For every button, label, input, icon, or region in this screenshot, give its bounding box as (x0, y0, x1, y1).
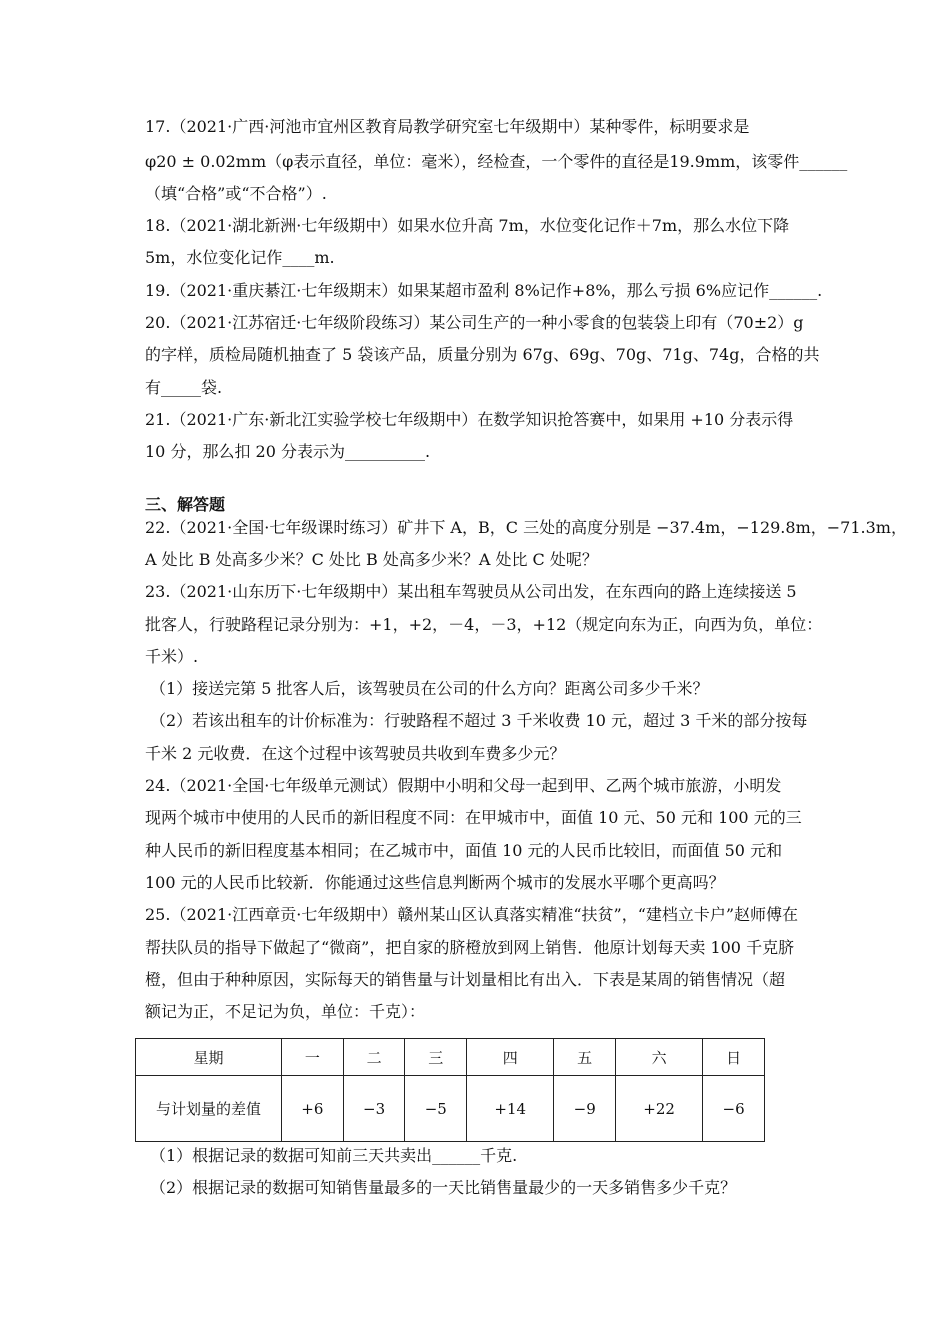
question-25-line-1: 25.（2021·江西章贡·七年级期中）赣州某山区认真落实精准“扶贫”，“建档立卡户”赵师傅在 (145, 905, 799, 924)
question-22-line-2: A 处比 B 处高多少米？C 处比 B 处高多少米？A 处比 C 处呢？ (145, 550, 598, 569)
question-22-line-1: 22.（2021·全国·七年级课时练习）矿井下 A，B，C 三处的高度分别是 −37.4m，−129.8m，−71.3m， (145, 518, 907, 537)
sales-difference-table (135, 1038, 765, 1142)
question-17-line-3: （填“合格”或“不合格”）. (145, 184, 327, 203)
question-24-line-1: 24.（2021·全国·七年级单元测试）假期中小明和父母一起到甲、乙两个城市旅游，小明发 (145, 776, 782, 795)
question-25-part-1: （1）根据记录的数据可知前三天共卖出______千克. (150, 1146, 518, 1165)
table-header-row (136, 1039, 765, 1076)
question-23-part-2-line-1: （2）若该出租车的计价标准为：行驶路程不超过 3 千米收费 10 元，超过 3 千米的部分按每 (150, 711, 808, 730)
question-25-line-3: 橙，但由于种种原因，实际每天的销售量与计划量相比有出入．下表是某周的销售情况（超 (145, 970, 786, 989)
table-value-cell: −6 (703, 1076, 765, 1142)
table-value-cell: −5 (405, 1076, 467, 1142)
table-value-cell: −3 (343, 1076, 405, 1142)
question-23-part-1: （1）接送完第 5 批客人后，该驾驶员在公司的什么方向？距离公司多少千米？ (150, 679, 709, 698)
question-21-line-1: 21.（2021·广东·新北江实验学校七年级期中）在数学知识抢答赛中，如果用 +10 分表示得 (145, 410, 794, 429)
table-day-cell: 六 (616, 1039, 703, 1076)
table-day-cell: 一 (282, 1039, 344, 1076)
table-day-cell: 五 (554, 1039, 616, 1076)
question-23-line-2: 批客人，行驶路程记录分别为：+1，+2，－4，－3，+12（规定向东为正，向西为负，单位： (145, 615, 823, 634)
table-day-cell: 二 (343, 1039, 405, 1076)
question-24-line-2: 现两个城市中使用的人民币的新旧程度不同：在甲城市中，面值 10 元、50 元和 100 元的三 (145, 808, 802, 827)
question-17-line-1: 17.（2021·广西·河池市宜州区教育局教学研究室七年级期中）某种零件，标明要求是 (145, 117, 750, 136)
question-20-line-2: 的字样，质检局随机抽查了 5 袋该产品，质量分别为 67g、69g、70g、71g、74g，合格的共 (145, 345, 820, 364)
question-20-line-1: 20.（2021·江苏宿迁·七年级阶段练习）某公司生产的一种小零食的包装袋上印有（70±2）g (145, 313, 804, 332)
question-21-line-2: 10 分，那么扣 20 分表示为__________. (145, 442, 431, 461)
table-row-label: 与计划量的差值 (136, 1076, 282, 1142)
table-value-cell: +14 (467, 1076, 554, 1142)
question-20-line-3: 有_____袋. (145, 378, 223, 397)
table-day-cell: 三 (405, 1039, 467, 1076)
table-value-cell: +6 (282, 1076, 344, 1142)
question-17-line-2: φ20 ± 0.02mm（φ表示直径，单位：毫米），经检查，一个零件的直径是19.9mm，该零件______ (145, 152, 848, 171)
question-25-part-2: （2）根据记录的数据可知销售量最多的一天比销售量最少的一天多销售多少千克？ (150, 1178, 737, 1197)
question-25-line-2: 帮扶队员的指导下做起了“微商”，把自家的脐橙放到网上销售．他原计划每天卖 100 千克脐 (145, 938, 795, 957)
table-day-cell: 四 (467, 1039, 554, 1076)
table-value-cell: +22 (616, 1076, 703, 1142)
table-day-cell: 日 (703, 1039, 765, 1076)
question-19-line-1: 19.（2021·重庆綦江·七年级期末）如果某超市盈利 8%记作+8%，那么亏损 6%应记作______. (145, 281, 823, 300)
section-title: 三、解答题 (145, 495, 226, 514)
question-18-line-2: 5m，水位变化记作____m. (145, 248, 335, 267)
question-23-line-1: 23.（2021·山东历下·七年级期中）某出租车驾驶员从公司出发，在东西向的路上连续接送 5 (145, 582, 797, 601)
table-value-cell: −9 (554, 1076, 616, 1142)
question-24-line-3: 种人民币的新旧程度基本相同；在乙城市中，面值 10 元的人民币比较旧，而面值 50 元和 (145, 841, 783, 860)
question-18-line-1: 18.（2021·湖北新洲·七年级期中）如果水位升高 7m，水位变化记作＋7m，那么水位下降 (145, 216, 790, 235)
question-24-line-4: 100 元的人民币比较新．你能通过这些信息判断两个城市的发展水平哪个更高吗？ (145, 873, 725, 892)
question-23-line-3: 千米）. (145, 647, 199, 666)
question-23-part-2-line-2: 千米 2 元收费．在这个过程中该驾驶员共收到车费多少元？ (145, 744, 566, 763)
question-25-line-4: 额记为正，不足记为负，单位：千克）： (145, 1002, 426, 1021)
table-header-label: 星期 (136, 1039, 282, 1076)
table-value-row (136, 1076, 765, 1142)
